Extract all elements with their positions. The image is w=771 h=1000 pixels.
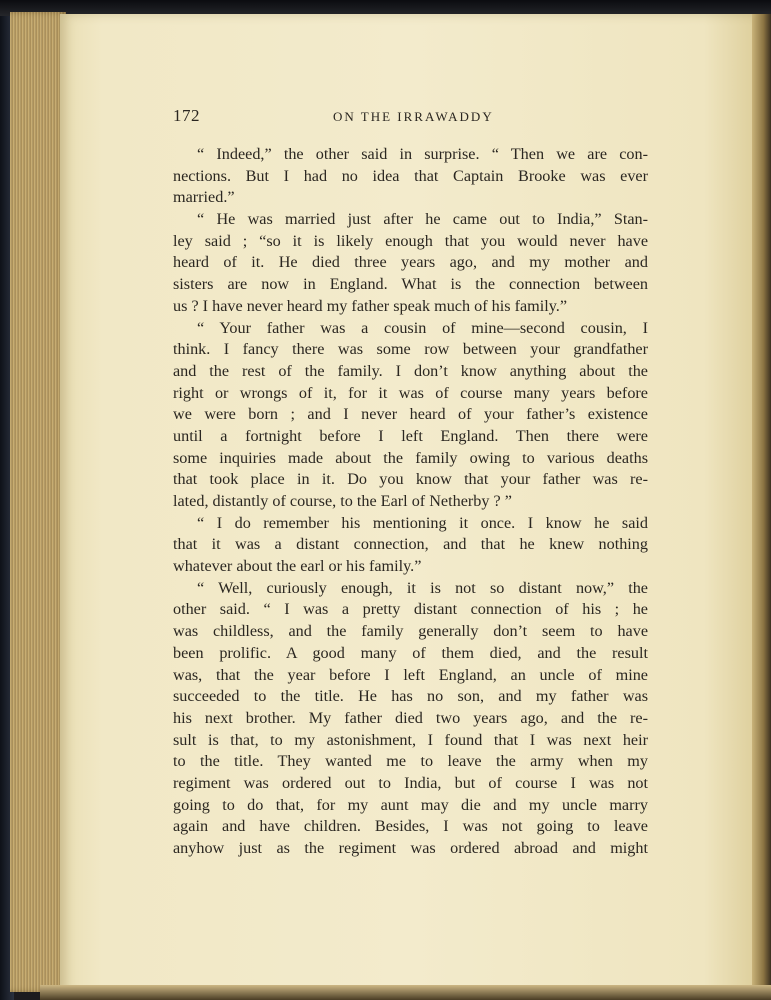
page-edges-left: [10, 12, 66, 992]
text-line: we were born ; and I never heard of your father’s existence: [173, 405, 648, 424]
text-line: regiment was ordered out to India, but of course I was not: [173, 773, 648, 792]
text-line: think. I fancy there was some row between your grandfather: [173, 340, 648, 359]
text-line: was childless, and the family generally don’t seem to have: [173, 622, 648, 641]
text-line: nections. But I had no idea that Captain Brooke was ever: [173, 166, 648, 185]
page-edge-bottom: [40, 985, 771, 1000]
running-title: ON THE IRRAWADDY: [333, 109, 494, 124]
text-line: “ Your father was a cousin of mine—second cousin, I: [197, 318, 648, 337]
text-line: anyhow just as the regiment was ordered abroad and might: [173, 839, 648, 857]
page-number: 172: [173, 106, 200, 125]
text-line: to the title. They wanted me to leave the army when my: [173, 752, 648, 771]
text-line: “ Indeed,” the other said in surprise. “ Then we are con-: [197, 145, 648, 163]
text-line: whatever about the earl or his family.”: [173, 557, 422, 576]
text-line: sisters are now in England. What is the connection between: [173, 275, 648, 294]
page-edge-right: [752, 14, 771, 1000]
text-line: us ? I have never heard my father speak much of his family.”: [173, 296, 568, 315]
text-line: “ Well, curiously enough, it is not so distant now,” the: [197, 578, 648, 597]
text-line: been prolific. A good many of them died, and the result: [173, 643, 648, 662]
text-line: ley said ; “so it is likely enough that you would never have: [173, 231, 648, 250]
running-head: [173, 106, 648, 130]
text-line: his next brother. My father died two years ago, and the re-: [173, 708, 648, 727]
text-line: married.”: [173, 188, 235, 207]
text-line: lated, distantly of course, to the Earl of Netherby ? ”: [173, 492, 512, 510]
text-line: that took place in it. Do you know that your father was re-: [173, 470, 648, 489]
text-line: sult is that, to my astonishment, I found that I was next heir: [173, 730, 648, 749]
text-line: some inquiries made about the family owing to various deaths: [173, 448, 648, 467]
text-line: heard of it. He died three years ago, and my mother and: [173, 253, 648, 272]
text-line: “ I do remember his mentioning it once. I know he said: [197, 513, 648, 532]
text-line: going to do that, for my aunt may die and my uncle marry: [173, 795, 648, 814]
text-line: right or wrongs of it, for it was of course many years before: [173, 383, 648, 402]
text-line: again and have children. Besides, I was not going to leave: [173, 817, 648, 836]
text-line: and the rest of the family. I don’t know anything about the: [173, 361, 648, 380]
text-line: succeeded to the title. He has no son, and my father was: [173, 687, 648, 706]
text-line: other said. “ I was a pretty distant connection of his ; he: [173, 600, 648, 619]
text-line: was, that the year before I left England, an uncle of mine: [173, 665, 648, 684]
body-text: [173, 144, 648, 860]
text-line: until a fortnight before I left England. Then there were: [173, 426, 648, 445]
text-line: “ He was married just after he came out to India,” Stan-: [197, 210, 648, 229]
text-line: that it was a distant connection, and that he knew nothing: [173, 535, 648, 554]
